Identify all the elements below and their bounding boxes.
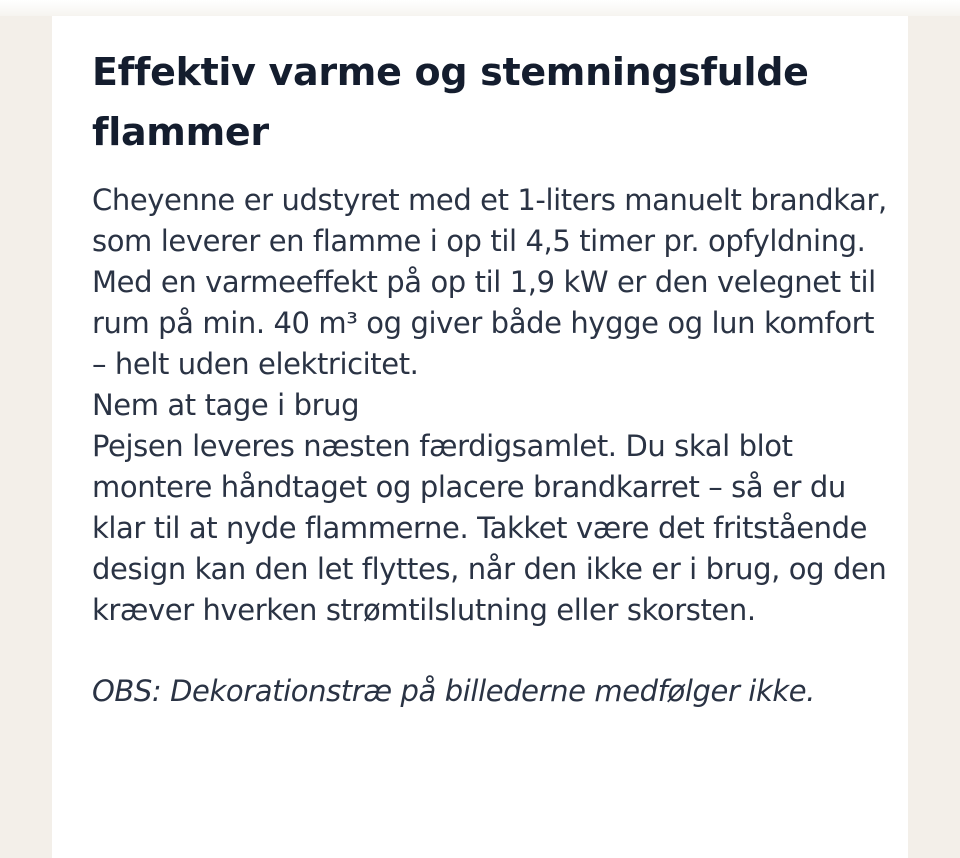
paragraph-assembly: Pejsen leveres næsten færdigsamlet. Du skal blot montere håndtaget og placere brandkarret – så er du klar til at nyde flammerne. Takket være det fritstående design kan den let flyttes, når den ikke er i brug, og den kræver hverken strømtilslutning eller skorsten. <box>92 429 887 627</box>
subheading-easy-use: Nem at tage i brug <box>92 388 360 422</box>
paragraph-heat-description: Cheyenne er udstyret med et 1-liters manuelt brandkar, som leverer en flamme i op til 4,5 timer pr. opfyldning. Med en varmeeffekt på op til 1,9 kW er den velegnet til rum på min. 40 m³ og giver både hygge og lun komfort – helt uden elektricitet. <box>92 183 887 381</box>
disclaimer-note: OBS: Dekorationstræ på billederne medfølger ikke. <box>92 674 815 708</box>
top-edge-shadow <box>0 0 960 16</box>
article-title: Effektiv varme og stemningsfulde flammer <box>92 50 809 154</box>
content-card <box>52 16 908 858</box>
article <box>92 42 892 712</box>
article-body <box>92 180 892 631</box>
